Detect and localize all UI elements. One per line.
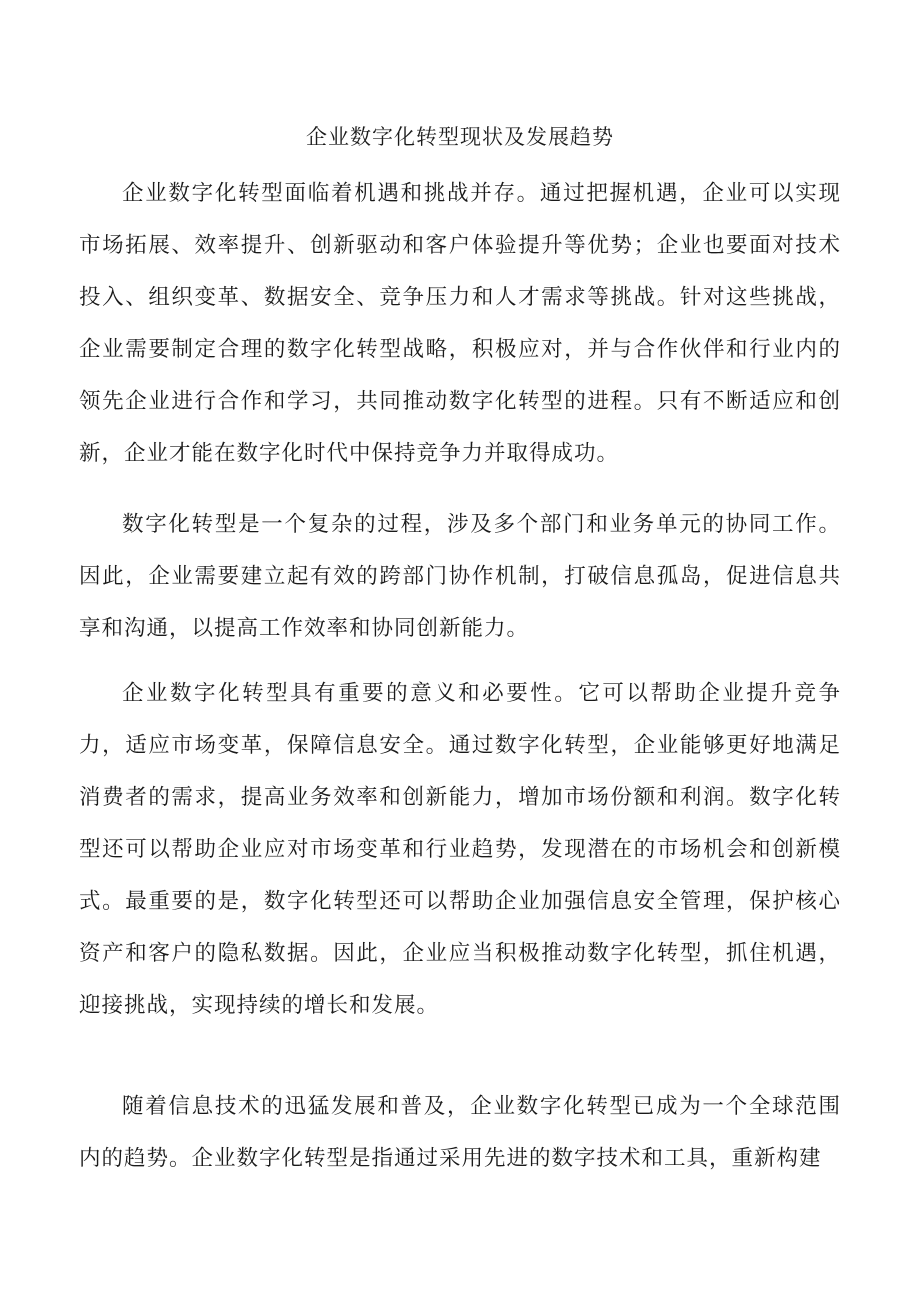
paragraph-significance-necessity: 企业数字化转型具有重要的意义和必要性。它可以帮助企业提升竞争力，适应市场变革，保障信息安全。通过数字化转型，企业能够更好地满足消费者的需求，提高业务效率和创新能力，增加市场份额和利润。数字化转型还可以帮助企业应对市场变革和行业趋势，发现潜在的市场机会和创新模式。最重要的是，数字化转型还可以帮助企业加强信息安全管理，保护核心资产和客户的隐私数据。因此，企业应当积极推动数字化转型，抓住机遇，迎接挑战，实现持续的增长和发展。 (79, 681, 841, 1018)
paragraph-global-trend: 随着信息技术的迅猛发展和普及，企业数字化转型已成为一个全球范围内的趋势。企业数字化转型是指通过采用先进的数字技术和工具，重新构建 (79, 1094, 841, 1171)
paragraph-opportunities-challenges: 企业数字化转型面临着机遇和挑战并存。通过把握机遇，企业可以实现市场拓展、效率提升、创新驱动和客户体验提升等优势；企业也要面对技术投入、组织变革、数据安全、竞争压力和人才需求等挑战。针对这些挑战，企业需要制定合理的数字化转型战略，积极应对，并与合作伙伴和行业内的领先企业进行合作和学习，共同推动数字化转型的进程。只有不断适应和创新，企业才能在数字化时代中保持竞争力并取得成功。 (79, 181, 841, 466)
document-title: 企业数字化转型现状及发展趋势 (306, 125, 614, 149)
paragraph-cross-department-collaboration: 数字化转型是一个复杂的过程，涉及多个部门和业务单元的协同工作。因此，企业需要建立起有效的跨部门协作机制，打破信息孤岛，促进信息共享和沟通，以提高工作效率和协同创新能力。 (79, 512, 841, 641)
